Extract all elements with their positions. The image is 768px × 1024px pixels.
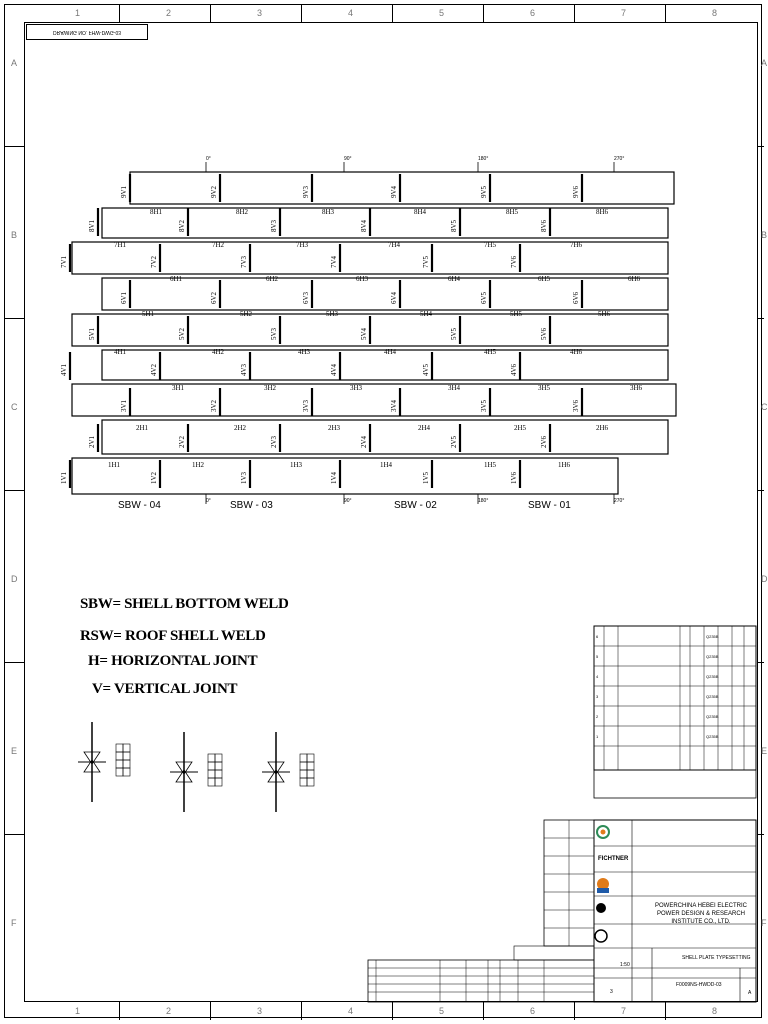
vertical-joint-label: 6V4 — [390, 291, 398, 304]
grid-row-E-right: E — [761, 746, 768, 756]
vertical-joint-label: 9V3 — [302, 185, 310, 198]
weld-detail-2-table-cell — [215, 754, 222, 762]
horizontal-joint-label: 8H3 — [322, 208, 335, 216]
grid-column-5-top: 5 — [439, 8, 445, 18]
vertical-joint-label: 6V6 — [572, 291, 580, 304]
horizontal-joint-label: 1H3 — [290, 461, 303, 469]
weld-detail-2-table-cell — [208, 770, 215, 778]
vertical-joint-label: 6V5 — [480, 291, 488, 304]
fichtner-logo-core-icon — [601, 830, 606, 835]
bottom-weld-label: SBW - 01 — [528, 500, 571, 511]
vertical-joint-label: 3V6 — [572, 399, 580, 412]
weld-detail-3-table-cell — [307, 762, 314, 770]
horizontal-joint-label: 5H2 — [240, 310, 253, 318]
horizontal-joint-label: 7H1 — [114, 241, 127, 249]
horizontal-joint-label: 2H1 — [136, 424, 149, 432]
material-grade: Q235B — [706, 694, 719, 699]
weld-detail-1-table-cell — [116, 768, 123, 776]
vertical-joint-label: 8V4 — [360, 219, 368, 232]
vertical-joint-label: 5V3 — [270, 327, 278, 340]
grid-column-1-bottom: 1 — [75, 1006, 81, 1016]
document-code: F0009NS-HWDD-03 — [676, 982, 722, 988]
legend-rsw: RSW= ROOF SHELL WELD — [80, 628, 266, 644]
horizontal-joint-label: 5H5 — [510, 310, 523, 318]
vertical-joint-label: 2V1 — [88, 435, 96, 448]
legend-h: H= HORIZONTAL JOINT — [88, 653, 258, 669]
horizontal-joint-label: 4H1 — [114, 348, 127, 356]
horizontal-joint-label: 4H4 — [384, 348, 397, 356]
material-item-no: 1 — [596, 734, 599, 739]
legend-v: V= VERTICAL JOINT — [92, 681, 238, 697]
horizontal-joint-label: 1H1 — [108, 461, 121, 469]
horizontal-joint-label: 1H5 — [484, 461, 497, 469]
horizontal-joint-label: 8H4 — [414, 208, 427, 216]
grid-column-2-top: 2 — [166, 8, 172, 18]
material-grade: Q235B — [706, 714, 719, 719]
horizontal-joint-label: 7H5 — [484, 241, 497, 249]
weld-detail-2-table-cell — [208, 754, 215, 762]
grid-column-2-bottom: 2 — [166, 1006, 172, 1016]
vertical-joint-label: 7V4 — [330, 255, 338, 268]
weld-detail-2-table-cell — [215, 770, 222, 778]
angle-label: 90° — [344, 156, 352, 162]
vertical-joint-label: 4V3 — [240, 363, 248, 376]
vertical-joint-label: 1V6 — [510, 471, 518, 484]
angle-label: 0° — [206, 498, 211, 504]
material-table — [594, 626, 756, 770]
weld-detail-2-table-cell — [208, 762, 215, 770]
weld-detail-2-table-cell — [215, 762, 222, 770]
institute-name: POWERCHINA HEBEI ELECTRIC POWER DESIGN & RESEARCH INSTITUTE CO., LTD. — [654, 903, 747, 925]
horizontal-joint-label: 8H2 — [236, 208, 249, 216]
vertical-joint-label: 1V5 — [422, 471, 430, 484]
horizontal-joint-label: 1H2 — [192, 461, 205, 469]
grid-row-B-left: B — [11, 230, 18, 240]
horizontal-joint-label: 1H4 — [380, 461, 393, 469]
weld-detail-3-table-cell — [307, 778, 314, 786]
vertical-joint-label: 5V1 — [88, 327, 96, 340]
vertical-joint-label: 5V5 — [450, 327, 458, 340]
grid-row-F-right: F — [761, 918, 767, 928]
grid-column-4-top: 4 — [348, 8, 354, 18]
vertical-joint-label: 5V4 — [360, 327, 368, 340]
sheet-value: 3 — [610, 989, 613, 995]
horizontal-joint-label: 2H2 — [234, 424, 247, 432]
legend-sbw: SBW= SHELL BOTTOM WELD — [80, 596, 289, 612]
plate-strip — [72, 384, 676, 416]
scale-value: 1:50 — [620, 962, 630, 968]
grid-row-B-right: B — [761, 230, 768, 240]
vertical-joint-label: 8V5 — [450, 219, 458, 232]
vertical-joint-label: 7V5 — [422, 255, 430, 268]
powerchina-logo-base-icon — [597, 888, 609, 893]
material-item-no: 4 — [596, 674, 599, 679]
material-summary — [594, 770, 756, 798]
vertical-joint-label: 3V3 — [302, 399, 310, 412]
angle-label: 90° — [344, 498, 352, 504]
horizontal-joint-label: 4H2 — [212, 348, 225, 356]
vertical-joint-label: 2V6 — [540, 435, 548, 448]
vertical-joint-label: 3V1 — [120, 399, 128, 412]
horizontal-joint-label: 8H1 — [150, 208, 163, 216]
vertical-joint-label: 4V4 — [330, 363, 338, 376]
vertical-joint-label: 9V4 — [390, 185, 398, 198]
vertical-joint-label: 2V4 — [360, 435, 368, 448]
vertical-joint-label: 6V3 — [302, 291, 310, 304]
grid-column-8-bottom: 8 — [712, 1006, 718, 1016]
horizontal-joint-label: 2H3 — [328, 424, 341, 432]
horizontal-joint-label: 5H4 — [420, 310, 433, 318]
material-item-no: 5 — [596, 654, 599, 659]
material-item-no: 3 — [596, 694, 599, 699]
revision-value: A — [748, 990, 752, 996]
vertical-joint-label: 7V3 — [240, 255, 248, 268]
drawing-number-box: DRAWING NO. FHW-DWG-03 — [26, 24, 148, 40]
vertical-joint-label: 7V1 — [60, 255, 68, 268]
grid-column-6-top: 6 — [530, 8, 536, 18]
vertical-joint-label: 1V4 — [330, 471, 338, 484]
grid-row-C-left: C — [11, 402, 18, 412]
grid-column-8-top: 8 — [712, 8, 718, 18]
vertical-joint-label: 2V5 — [450, 435, 458, 448]
vertical-joint-label: 1V3 — [240, 471, 248, 484]
vertical-joint-label: 7V2 — [150, 255, 158, 268]
horizontal-joint-label: 6H1 — [170, 275, 183, 283]
grid-row-D-right: D — [761, 574, 768, 584]
weld-detail-3-table-cell — [300, 770, 307, 778]
material-item-no: 2 — [596, 714, 599, 719]
grid-column-6-bottom: 6 — [530, 1006, 536, 1016]
weld-detail-3-table-cell — [300, 778, 307, 786]
horizontal-joint-label: 6H5 — [538, 275, 551, 283]
grid-column-3-bottom: 3 — [257, 1006, 263, 1016]
vertical-joint-label: 9V5 — [480, 185, 488, 198]
horizontal-joint-label: 6H6 — [628, 275, 641, 283]
drawing-title: SHELL PLATE TYPESETTING — [682, 955, 751, 961]
vertical-joint-label: 8V3 — [270, 219, 278, 232]
weld-detail-1-table-cell — [123, 768, 130, 776]
grid-column-4-bottom: 4 — [348, 1006, 354, 1016]
grid-column-3-top: 3 — [257, 8, 263, 18]
vertical-joint-label: 3V2 — [210, 399, 218, 412]
vertical-joint-label: 5V2 — [178, 327, 186, 340]
grid-row-D-left: D — [11, 574, 18, 584]
vertical-joint-label: 3V4 — [390, 399, 398, 412]
weld-detail-2-table-cell — [208, 778, 215, 786]
bottom-weld-label: SBW - 02 — [394, 500, 437, 511]
weld-detail-3-table-cell — [300, 762, 307, 770]
material-item-no: 6 — [596, 634, 599, 639]
vertical-joint-label: 5V6 — [540, 327, 548, 340]
horizontal-joint-label: 4H3 — [298, 348, 311, 356]
horizontal-joint-label: 5H6 — [598, 310, 611, 318]
approval-header — [514, 946, 594, 960]
weld-detail-1-table-cell — [116, 760, 123, 768]
grid-column-1-top: 1 — [75, 8, 81, 18]
vertical-joint-label: 1V1 — [60, 471, 68, 484]
vertical-joint-label: 9V6 — [572, 185, 580, 198]
horizontal-joint-label: 5H3 — [326, 310, 339, 318]
horizontal-joint-label: 3H5 — [538, 384, 551, 392]
vertical-joint-label: 3V5 — [480, 399, 488, 412]
grid-column-5-bottom: 5 — [439, 1006, 445, 1016]
horizontal-joint-label: 2H6 — [596, 424, 609, 432]
vertical-joint-label: 8V2 — [178, 219, 186, 232]
horizontal-joint-label: 1H6 — [558, 461, 571, 469]
vertical-joint-label: 4V2 — [150, 363, 158, 376]
angle-label: 180° — [478, 498, 489, 504]
company-name: FICHTNER — [598, 856, 629, 862]
grid-row-A-right: A — [761, 58, 768, 68]
grid-row-A-left: A — [11, 58, 18, 68]
vertical-joint-label: 9V1 — [120, 185, 128, 198]
horizontal-joint-label: 3H1 — [172, 384, 185, 392]
design-institute-logo-icon — [596, 903, 606, 913]
vertical-joint-label: 6V2 — [210, 291, 218, 304]
grid-row-E-left: E — [11, 746, 18, 756]
vertical-joint-label: 4V5 — [422, 363, 430, 376]
horizontal-joint-label: 3H4 — [448, 384, 461, 392]
angle-label: 180° — [478, 156, 489, 162]
weld-detail-2-table-cell — [215, 778, 222, 786]
weld-detail-3-table-cell — [300, 754, 307, 762]
vertical-joint-label: 9V2 — [210, 185, 218, 198]
weld-detail-1-table-cell — [116, 744, 123, 752]
horizontal-joint-label: 4H5 — [484, 348, 497, 356]
grid-row-F-left: F — [11, 918, 17, 928]
material-grade: Q235B — [706, 674, 719, 679]
grid-column-7-bottom: 7 — [621, 1006, 627, 1016]
vertical-joint-label: 2V3 — [270, 435, 278, 448]
horizontal-joint-label: 3H2 — [264, 384, 277, 392]
horizontal-joint-label: 3H6 — [630, 384, 643, 392]
horizontal-joint-label: 2H5 — [514, 424, 527, 432]
angle-label: 0° — [206, 156, 211, 162]
weld-detail-1-table-cell — [123, 760, 130, 768]
material-grade: Q235B — [706, 734, 719, 739]
contractor-logo-icon — [595, 930, 607, 942]
horizontal-joint-label: 8H6 — [596, 208, 609, 216]
horizontal-joint-label: 3H3 — [350, 384, 363, 392]
vertical-joint-label: 2V2 — [178, 435, 186, 448]
weld-detail-3-table-cell — [307, 754, 314, 762]
horizontal-joint-label: 7H4 — [388, 241, 401, 249]
horizontal-joint-label: 7H2 — [212, 241, 225, 249]
horizontal-joint-label: 7H6 — [570, 241, 583, 249]
horizontal-joint-label: 7H3 — [296, 241, 309, 249]
horizontal-joint-label: 6H2 — [266, 275, 279, 283]
vertical-joint-label: 4V1 — [60, 363, 68, 376]
bottom-weld-label: SBW - 04 — [118, 500, 161, 511]
horizontal-joint-label: 4H6 — [570, 348, 583, 356]
approval-table — [368, 960, 594, 1002]
grid-column-7-top: 7 — [621, 8, 627, 18]
vertical-joint-label: 1V2 — [150, 471, 158, 484]
horizontal-joint-label: 6H4 — [448, 275, 461, 283]
horizontal-joint-label: 5H1 — [142, 310, 155, 318]
bottom-weld-label: SBW - 03 — [230, 500, 273, 511]
angle-label: 270° — [614, 156, 625, 162]
horizontal-joint-label: 2H4 — [418, 424, 431, 432]
grid-row-C-right: C — [761, 402, 768, 412]
weld-detail-1-table-cell — [116, 752, 123, 760]
vertical-joint-label: 6V1 — [120, 291, 128, 304]
weld-detail-1-table-cell — [123, 744, 130, 752]
vertical-joint-label: 8V1 — [88, 219, 96, 232]
material-grade: Q235B — [706, 654, 719, 659]
vertical-joint-label: 8V6 — [540, 219, 548, 232]
horizontal-joint-label: 8H5 — [506, 208, 519, 216]
material-grade: Q235B — [706, 634, 719, 639]
vertical-joint-label: 4V6 — [510, 363, 518, 376]
weld-detail-3-table-cell — [307, 770, 314, 778]
vertical-joint-label: 7V6 — [510, 255, 518, 268]
horizontal-joint-label: 6H3 — [356, 275, 369, 283]
angle-label: 270° — [614, 498, 625, 504]
weld-detail-1-table-cell — [123, 752, 130, 760]
